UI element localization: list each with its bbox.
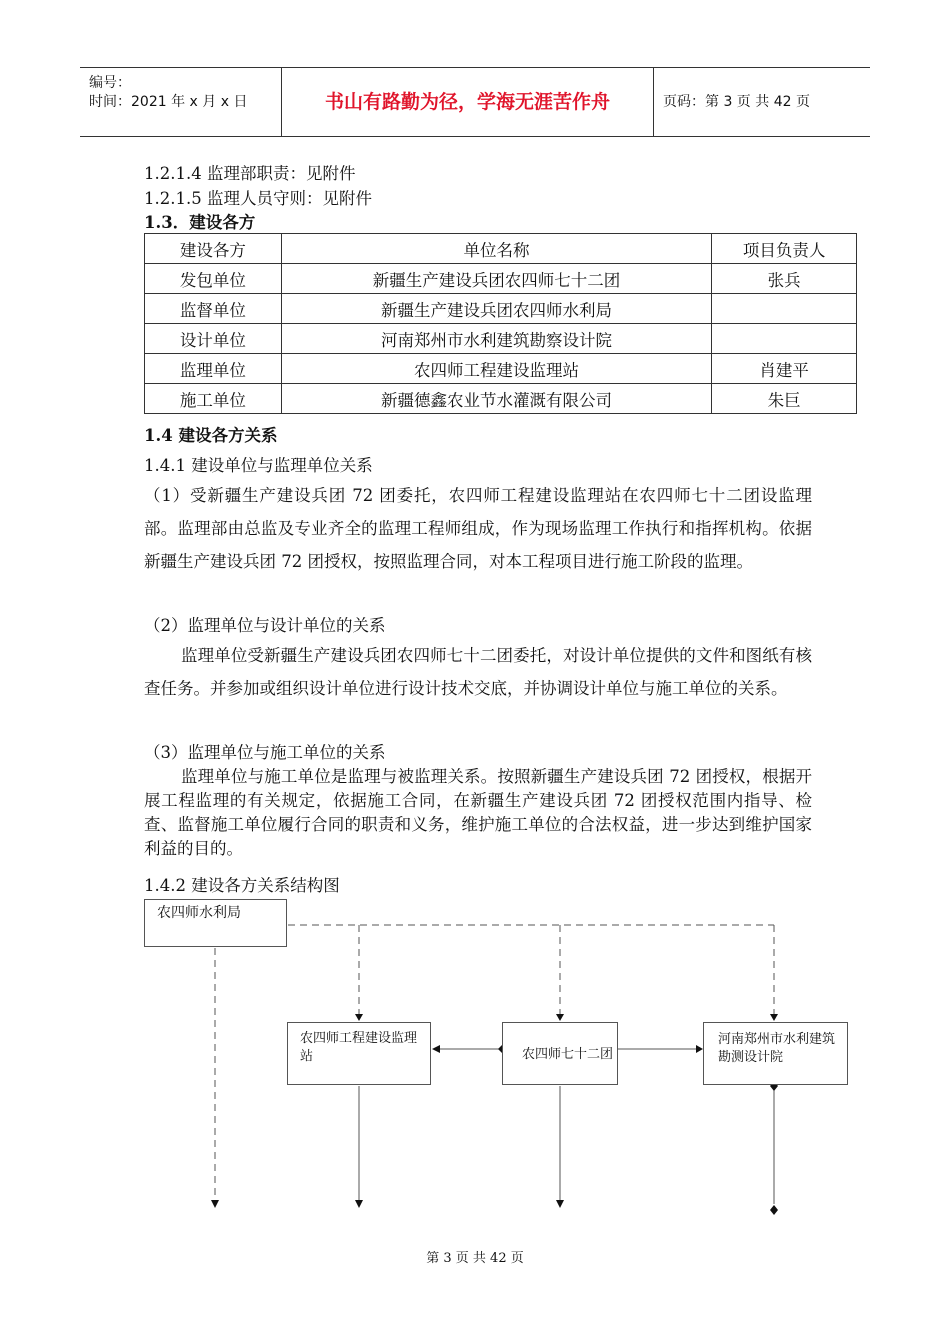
arrowhead: [211, 1200, 219, 1208]
header-motto: 书山有路勤为径，学海无涯苦作舟: [282, 68, 654, 136]
arrowhead: [355, 1014, 363, 1021]
table-cell: 河南郑州市水利建筑勘察设计院: [281, 324, 711, 354]
arrowhead: [696, 1045, 703, 1053]
box-supervision-station: 农四师工程建设监理站: [287, 1022, 431, 1085]
section-title-1-3: 1.3．建设各方: [144, 213, 256, 232]
table-cell: 监督单位: [145, 294, 282, 324]
table-cell: 发包单位: [145, 264, 282, 294]
table-cell: 肖建平: [712, 354, 857, 384]
table-header-cell: 建设各方: [145, 234, 282, 264]
table-header-cell: 项目负责人: [712, 234, 857, 264]
header-page-info: 页码：第 3 页 共 42 页: [663, 94, 810, 110]
arrowhead: [556, 1200, 564, 1208]
table-cell: 朱巨: [712, 384, 857, 414]
line-1-2-1-4: 1.2.1.4 监理部职责：见附件: [144, 164, 356, 183]
box-design-institute: 河南郑州市水利建筑勘测设计院: [703, 1022, 848, 1085]
line-1-2-1-5: 1.2.1.5 监理人员守则：见附件: [144, 189, 372, 208]
header-number: 编号：: [89, 75, 131, 91]
paragraph-2-title: （2）监理单位与设计单位的关系: [144, 616, 386, 635]
table-cell: 张兵: [712, 264, 857, 294]
table-cell: 新疆德鑫农业节水灌溉有限公司: [281, 384, 711, 414]
table-cell: 新疆生产建设兵团农四师七十二团: [281, 264, 711, 294]
table-cell: 农四师工程建设监理站: [281, 354, 711, 384]
table-cell: 设计单位: [145, 324, 282, 354]
table-cell: 新疆生产建设兵团农四师水利局: [281, 294, 711, 324]
table-header-cell: 单位名称: [281, 234, 711, 264]
paragraph-text: 监理单位与施工单位是监理与被监理关系。按照新疆生产建设兵团 72 团授权，根据开展工程监理的有关规定，依据施工合同，在新疆生产建设兵团 72 团授权范围内指导、检查、监督施工单位履行合同的职责和义务，维护施工单位的合法权益，进一步达到维护国家利益的目的。: [144, 767, 812, 858]
box-regiment-72: 农四师七十二团: [502, 1022, 618, 1085]
paragraph-text: （1）受新疆生产建设兵团 72 团委托，农四师工程建设监理站在农四师七十二团设监理部。监理部由总监及专业齐全的监理工程师组成，作为现场监理工作执行和指挥机构。依据新疆生产建设兵团 72 团授权，按照监理合同，对本工程项目进行施工阶段的监理。: [144, 486, 812, 571]
diamond-marker: [770, 1205, 778, 1215]
subsection-1-4-2: 1.4.2 建设各方关系结构图: [144, 876, 340, 895]
box-water-bureau: 农四师水利局: [144, 899, 287, 947]
page-footer: 第 3 页 共 42 页: [426, 1251, 524, 1266]
paragraph-text: 监理单位受新疆生产建设兵团农四师七十二团委托，对设计单位提供的文件和图纸有核查任务。并参加或组织设计单位进行设计技术交底，并协调设计单位与施工单位的关系。: [144, 646, 812, 698]
arrowhead: [556, 1014, 564, 1021]
table-cell: 监理单位: [145, 354, 282, 384]
arrowhead: [355, 1200, 363, 1208]
arrowhead: [770, 1014, 778, 1021]
arrowhead: [432, 1045, 440, 1053]
paragraph-3-title: （3）监理单位与施工单位的关系: [144, 743, 386, 762]
section-title-1-4: 1.4 建设各方关系: [144, 426, 278, 445]
table-cell: 施工单位: [145, 384, 282, 414]
subsection-1-4-1: 1.4.1 建设单位与监理单位关系: [144, 456, 373, 475]
header-time: 时间：2021 年 x 月 x 日: [89, 94, 248, 110]
